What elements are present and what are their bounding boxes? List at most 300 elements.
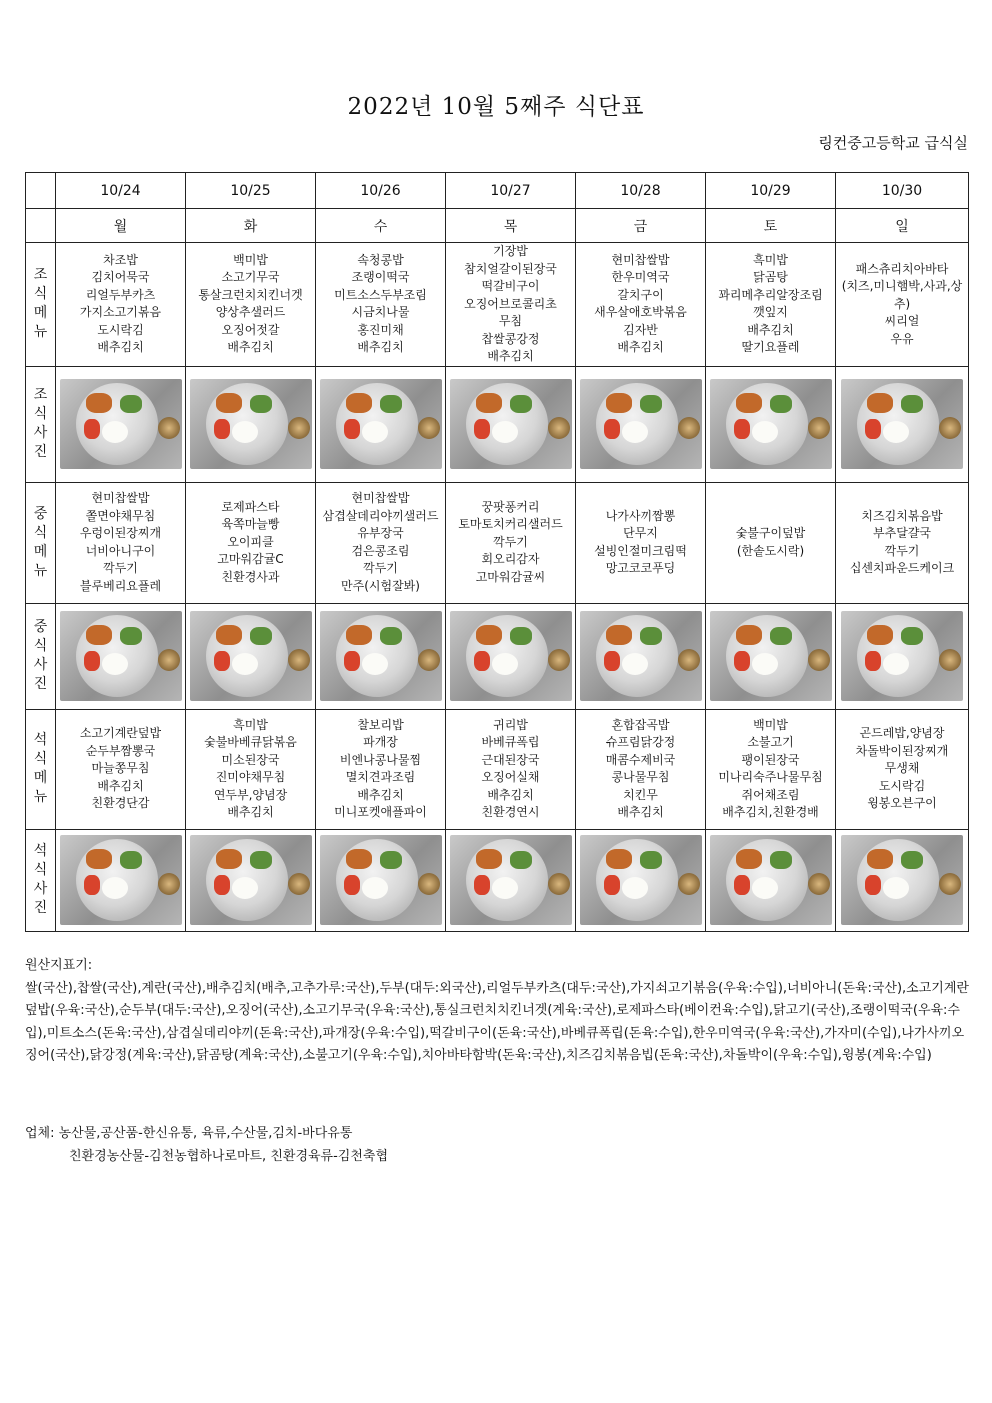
breakfast-menu-cell [706,243,836,367]
day-cell: 금 [576,209,706,243]
row-label-char: 석 [33,732,48,748]
meal-photo-soup [158,417,180,439]
meal-photo-food2 [250,627,272,645]
meal-photo-food2 [510,395,532,413]
meal-photo-kimchi [214,875,230,895]
row-label-char: 사 [33,881,48,897]
menu-item: 통살크런치치킨너겟 [198,287,303,302]
meal-photo-kimchi [604,419,620,439]
menu-item: 혼합잡곡밥 [611,717,670,732]
breakfast-photo-cell [316,366,446,482]
meal-photo-soup [808,417,830,439]
meal-photo-rice [362,877,388,899]
menu-item: 고마워감귤씨 [475,569,546,584]
menu-item: 배추김치 [97,340,144,355]
meal-photo-rice [362,653,388,675]
lunch-photo-cell [706,603,836,709]
row-label-char: 식 [33,524,48,541]
meal-photo [190,379,312,469]
menu-item: 백미밥 [753,717,788,732]
menu-item: 부추달걀국 [873,526,931,540]
meal-photo-food2 [380,851,402,869]
meal-photo-rice [362,421,388,443]
corner-cell [26,173,56,209]
lunch-menu-cell [316,482,446,603]
origin-text: 쌀(국산),찹쌀(국산),계란(국산),배추김치(배추,고추가루:국산),두부(대두:외국산),리얼두부카츠(대두:국산),가지쇠고기볶음(우육:수입),너비아니(돈육:국산),소고기계란덮밥(우육:국산),순두부(대두:국산),오징어(국산),소고기무국(우육:국산),통실크런치치킨너겟(계육:국산),로제파스타(베이컨육:수입),닭고기(국산),조랭이떡국(우육:수입),미트소스(돈육:국산),삼겹실데리야끼(돈육:국산),파개장(우육:수입),떡갈비구이(돈육:국산),바베큐폭립(돈육:수입),한우미역국(우육:국산),가자미(수입),나가사끼오징어(국산),닭강정(계육:국산),닭곰탕(계육:국산),소불고기(우육:수입),치아바타함박(돈육:국산),치즈김치볶음빕(돈육:국산),차돌박이(우육:수입),윙봉(계육:수입) [25,980,969,1063]
menu-item: 고마워감귤C [217,552,284,567]
meal-photo-food1 [736,393,762,413]
menu-item: 멸치견과조림 [345,770,416,784]
breakfast-menu-cell [316,243,446,367]
meal-photo-soup [158,873,180,895]
menu-item: 오징어젓갈 [221,322,280,337]
menu-item: 배추김치 [487,787,534,802]
menu-item: 미나리숙주나물무침 [718,770,823,784]
meal-photo-soup [808,873,830,895]
meal-photo [710,611,832,701]
menu-item: 유부장국 [357,526,404,540]
lunch-menu-cell [576,482,706,603]
menu-item: (치즈,미니햄박,사과,상추) [841,279,963,311]
menu-item: 우유 [890,331,914,346]
breakfast-photo-cell [56,366,186,482]
meal-photo-rice [883,421,909,443]
vendor-notice [25,1122,388,1168]
meal-photo [190,835,312,925]
breakfast-photo-cell [836,366,969,482]
menu-item: 설빙인절미크림떡 [594,543,687,558]
meal-photo-soup [548,873,570,895]
menu-item: 찹쌀콩강정 [481,331,540,346]
breakfast-photo-cell [186,366,316,482]
meal-photo [450,835,572,925]
row-label-char: 식 [33,638,48,654]
menu-item: 쥐어채조림 [741,787,800,802]
menu-item: 만주(시험잘봐) [341,578,420,593]
menu-item: 현미찹쌀밥 [611,252,670,267]
dinner-photo-cell [186,829,316,931]
dinner-photo-cell [836,829,969,931]
corner-cell [26,209,56,243]
dinner-photo-cell [446,829,576,931]
menu-item: 깍두기 [884,543,920,558]
meal-photo-rice [622,421,648,443]
menu-item: 매콤수제비국 [605,752,676,767]
day-cell: 토 [706,209,836,243]
meal-photo-food2 [640,627,662,645]
meal-photo-soup [418,417,440,439]
menu-item: 꽈리메추리알장조림 [718,287,823,302]
menu-item: 토마토치커리샐러드 [458,517,563,532]
day-cell: 일 [836,209,969,243]
dinner-photo-cell [56,829,186,931]
vendor-line-1: 업체: 농산물,공산품-한신유통, 육류,수산물,김치-바다유통 [25,1126,353,1141]
menu-item: 백미밥 [233,252,268,267]
menu-item: 연두부,양념장 [213,787,288,802]
meal-photo-rice [232,421,258,443]
meal-photo-soup [678,649,700,671]
meal-photo-rice [102,877,128,899]
breakfast-photo-cell [706,366,836,482]
date-cell: 10/25 [186,173,316,209]
meal-photo [710,835,832,925]
meal-photo [580,379,702,469]
dinner-menu-cell [576,709,706,829]
meal-photo-food1 [606,393,632,413]
row-label-char: 사 [33,425,48,441]
lunch-menu-cell [186,482,316,603]
meal-photo-food1 [346,849,372,869]
meal-photo-kimchi [604,875,620,895]
menu-item: 닭곰탕 [753,270,788,285]
meal-photo-kimchi [474,419,490,439]
meal-photo [60,835,182,925]
lunch-menu-cell [706,482,836,603]
meal-photo [841,611,963,701]
menu-item: 파개장 [363,735,398,749]
meal-photo-food2 [640,851,662,869]
lunch-photo-cell [576,603,706,709]
menu-item: 오징어실채 [481,770,540,784]
menu-item: 회오리감자 [481,552,540,567]
menu-item: 참치얼갈이된장국 [464,261,557,276]
meal-photo-soup [288,417,310,439]
meal-photo-food2 [380,395,402,413]
menu-item: 현미찹쌀밥 [91,491,150,505]
meal-photo-soup [678,417,700,439]
meal-photo-food2 [250,395,272,413]
meal-photo-kimchi [474,651,490,671]
meal-photo-food2 [640,395,662,413]
meal-photo-soup [418,649,440,671]
meal-photo-food1 [867,393,893,413]
breakfast-photo-cell [576,366,706,482]
meal-photo-food1 [346,393,372,413]
menu-item: 배추김치 [747,322,794,337]
menu-item: 로제파스타 [221,499,280,514]
meal-photo-soup [808,649,830,671]
dinner-menu-cell [706,709,836,829]
menu-item: 소불고기 [747,735,794,749]
breakfast-photo-label [26,366,56,482]
dinner-menu-cell [316,709,446,829]
meal-photo [320,835,442,925]
meal-photo-soup [288,649,310,671]
meal-photo-soup [678,873,700,895]
menu-item: 오징어브로콜리초 [464,296,557,311]
breakfast-menu-cell [836,243,969,367]
row-label-char: 사 [33,657,48,673]
meal-photo-rice [622,653,648,675]
menu-item: 친환경사과 [221,569,280,584]
menu-item: 근대된장국 [481,752,540,767]
menu-item: 배추김치 [227,805,274,819]
dinner-menu-row [26,709,969,829]
menu-item: 기장밥 [493,244,528,258]
menu-item: 흑미밥 [753,252,788,267]
breakfast-menu-cell [576,243,706,367]
menu-item: 한우미역국 [611,270,670,285]
meal-photo-rice [622,877,648,899]
menu-item: 무침 [498,314,523,328]
school-name: 링컨중고등학교 급식실 [818,134,968,152]
menu-item: 김자반 [623,322,658,337]
menu-item: 윙봉오븐구이 [867,796,937,811]
date-cell: 10/26 [316,173,446,209]
breakfast-menu-cell [446,243,576,367]
meal-photo-food1 [216,849,242,869]
menu-item: 미트소스두부조림 [334,287,427,302]
meal-photo-food1 [216,393,242,413]
day-row [26,209,969,243]
meal-photo [320,611,442,701]
meal-photo-soup [548,649,570,671]
meal-photo-soup [288,873,310,895]
meal-photo [580,611,702,701]
row-label-char: 식 [33,406,48,422]
meal-photo-food2 [250,851,272,869]
meal-photo-food1 [867,849,893,869]
row-label-char: 식 [33,751,48,767]
menu-item: 소고기계란덮밥 [79,726,162,741]
menu-item: 패스츄리치아바타 [855,261,949,276]
row-label-char: 진 [33,900,48,916]
meal-photo-kimchi [474,875,490,895]
meal-photo-soup [939,417,961,439]
menu-item: 배추김치 [617,340,664,355]
meal-photo-kimchi [865,419,881,439]
meal-photo-food1 [346,625,372,645]
menu-item: 차조밥 [103,252,138,267]
breakfast-menu-label [26,243,56,367]
meal-photo-soup [939,649,961,671]
menu-item: 순두부짬뽕국 [85,743,156,758]
menu-item: 깍두기 [493,534,528,549]
menu-item: 바베큐폭립 [481,735,540,749]
meal-photo-food1 [476,393,502,413]
menu-item: 너비아니구이 [85,543,156,558]
date-cell: 10/29 [706,173,836,209]
meal-photo [60,611,182,701]
breakfast-photo-row [26,366,969,482]
meal-photo-food1 [736,849,762,869]
menu-item: 배추김치 [357,340,404,355]
meal-photo-food1 [606,625,632,645]
menu-item: 팽이된장국 [741,752,800,767]
meal-photo [190,611,312,701]
meal-photo-kimchi [84,875,100,895]
meal-photo-soup [548,417,570,439]
day-cell: 월 [56,209,186,243]
meal-photo-rice [232,877,258,899]
lunch-photo-cell [186,603,316,709]
meal-photo [841,835,963,925]
row-label-char: 중 [33,505,48,522]
meal-photo-kimchi [865,651,881,671]
lunch-photo-cell [316,603,446,709]
menu-item: 리얼두부카츠 [85,287,156,302]
meal-photo-rice [492,653,518,675]
meal-photo-rice [102,421,128,443]
lunch-photo-cell [56,603,186,709]
menu-item: 미소된장국 [221,752,280,767]
row-label-char: 뉴 [33,324,48,341]
origin-notice [25,955,970,1068]
menu-item: 시금치나물 [351,305,410,320]
menu-item: 배추김치 [97,778,144,793]
row-label-char: 메 [33,305,48,322]
menu-item: 진미야채무침 [215,770,286,784]
meal-photo-food2 [770,395,792,413]
meal-photo-soup [418,873,440,895]
meal-photo-rice [492,421,518,443]
meal-photo-kimchi [84,419,100,439]
menu-item: 쫄면야채무침 [85,508,156,523]
meal-photo-food2 [120,395,142,413]
menu-item: 가지소고기볶음 [79,305,162,320]
menu-item: 육쪽마늘빵 [221,517,280,532]
date-cell: 10/28 [576,173,706,209]
dinner-photo-label [26,829,56,931]
menu-item: 친환경연시 [481,805,540,819]
meal-photo-food1 [606,849,632,869]
menu-item: 마늘쫑무침 [91,761,150,776]
meal-photo [450,379,572,469]
meal-photo-kimchi [344,651,360,671]
row-label-char: 메 [33,770,48,786]
menu-item: 배추김치 [617,805,664,819]
menu-item: 도시락김 [878,778,926,793]
lunch-menu-cell [56,482,186,603]
meal-photo-food2 [120,627,142,645]
meal-photo-rice [492,877,518,899]
meal-photo-rice [102,653,128,675]
meal-photo-kimchi [734,651,750,671]
meal-photo-kimchi [734,419,750,439]
meal-photo-kimchi [84,651,100,671]
menu-item: 찰보리밥 [357,717,404,732]
menu-item: 숯불구이덮밥 [735,526,806,540]
day-cell: 화 [186,209,316,243]
vendor-line-2: 친환경농산물-김천농협하나로마트, 친환경육류-김천축협 [69,1149,389,1164]
meal-photo-food2 [380,627,402,645]
menu-item: 치즈김치볶음밥 [861,508,943,523]
meal-photo-food1 [86,625,112,645]
menu-item: 차돌박이된장찌개 [855,743,949,758]
menu-item: 깻잎지 [753,305,788,320]
menu-item: 배추김치 [487,349,534,363]
meal-photo-food2 [120,851,142,869]
day-cell: 목 [446,209,576,243]
menu-item: 새우살애호박볶음 [594,305,687,320]
menu-item: 무생채 [884,761,920,776]
menu-item: 현미찹쌀밥 [351,491,410,505]
lunch-photo-row [26,603,969,709]
menu-item: 꿍팟퐁커리 [481,499,540,514]
menu-item: 오이피클 [227,534,274,549]
menu-item: 슈프림닭강정 [605,735,676,749]
menu-item: 갈치구이 [617,287,664,302]
meal-photo [710,379,832,469]
meal-photo-food1 [86,849,112,869]
meal-photo [60,379,182,469]
row-label-char: 뉴 [33,789,48,805]
menu-item: 비엔나콩나물찜 [339,752,422,767]
meal-photo-food2 [901,851,923,869]
meal-photo-kimchi [214,419,230,439]
menu-item: 조랭이떡국 [351,270,410,285]
dinner-menu-label [26,709,56,829]
date-row [26,173,969,209]
lunch-photo-cell [836,603,969,709]
menu-item: 속청콩밥 [357,252,404,267]
lunch-menu-row [26,482,969,603]
menu-item: 숯불바베큐닭볶음 [204,735,297,749]
menu-item: 십센치파운드케이크 [849,561,955,575]
date-cell: 10/24 [56,173,186,209]
menu-item: 배추김치,친환경배 [722,805,819,819]
meal-photo-food2 [901,395,923,413]
meal-photo [841,379,963,469]
lunch-menu-cell [446,482,576,603]
menu-item: 떡갈비구이 [481,279,540,293]
meal-photo-rice [752,653,778,675]
menu-item: 흑미밥 [233,717,268,732]
meal-photo-food2 [770,627,792,645]
meal-photo-soup [158,649,180,671]
menu-item: 곤드레밥,양념장 [859,726,945,741]
meal-photo-food1 [476,849,502,869]
dinner-photo-cell [576,829,706,931]
meal-photo [320,379,442,469]
menu-item: 나가사끼짬뽕 [605,508,676,523]
row-label-char: 조 [33,267,48,284]
menu-item: 씨리얼 [884,314,920,328]
menu-item: 홍진미채 [357,322,404,337]
meal-photo [450,611,572,701]
meal-photo-food1 [86,393,112,413]
dinner-menu-cell [186,709,316,829]
meal-photo-rice [232,653,258,675]
dinner-menu-cell [836,709,969,829]
menu-item: 소고기무국 [221,270,280,285]
meal-photo-rice [752,877,778,899]
meal-photo-rice [752,421,778,443]
row-label-char: 뉴 [33,562,48,579]
menu-item: 검은콩조림 [351,543,410,558]
meal-photo-food1 [216,625,242,645]
origin-heading: 원산지표기: [25,958,93,973]
dinner-photo-row [26,829,969,931]
lunch-photo-label [26,603,56,709]
meal-photo-food2 [770,851,792,869]
meal-photo-food1 [736,625,762,645]
menu-item: 도시락김 [97,322,144,337]
breakfast-menu-cell [56,243,186,367]
day-cell: 수 [316,209,446,243]
meal-photo-kimchi [344,419,360,439]
meal-photo-kimchi [214,651,230,671]
menu-item: 삼겹살데리야끼샐러드 [322,508,439,523]
dinner-photo-cell [316,829,446,931]
lunch-photo-cell [446,603,576,709]
menu-item: 단무지 [623,526,658,540]
dinner-photo-cell [706,829,836,931]
row-label-char: 석 [33,843,48,859]
meal-photo-rice [883,653,909,675]
meal-photo-kimchi [865,875,881,895]
meal-photo-soup [939,873,961,895]
